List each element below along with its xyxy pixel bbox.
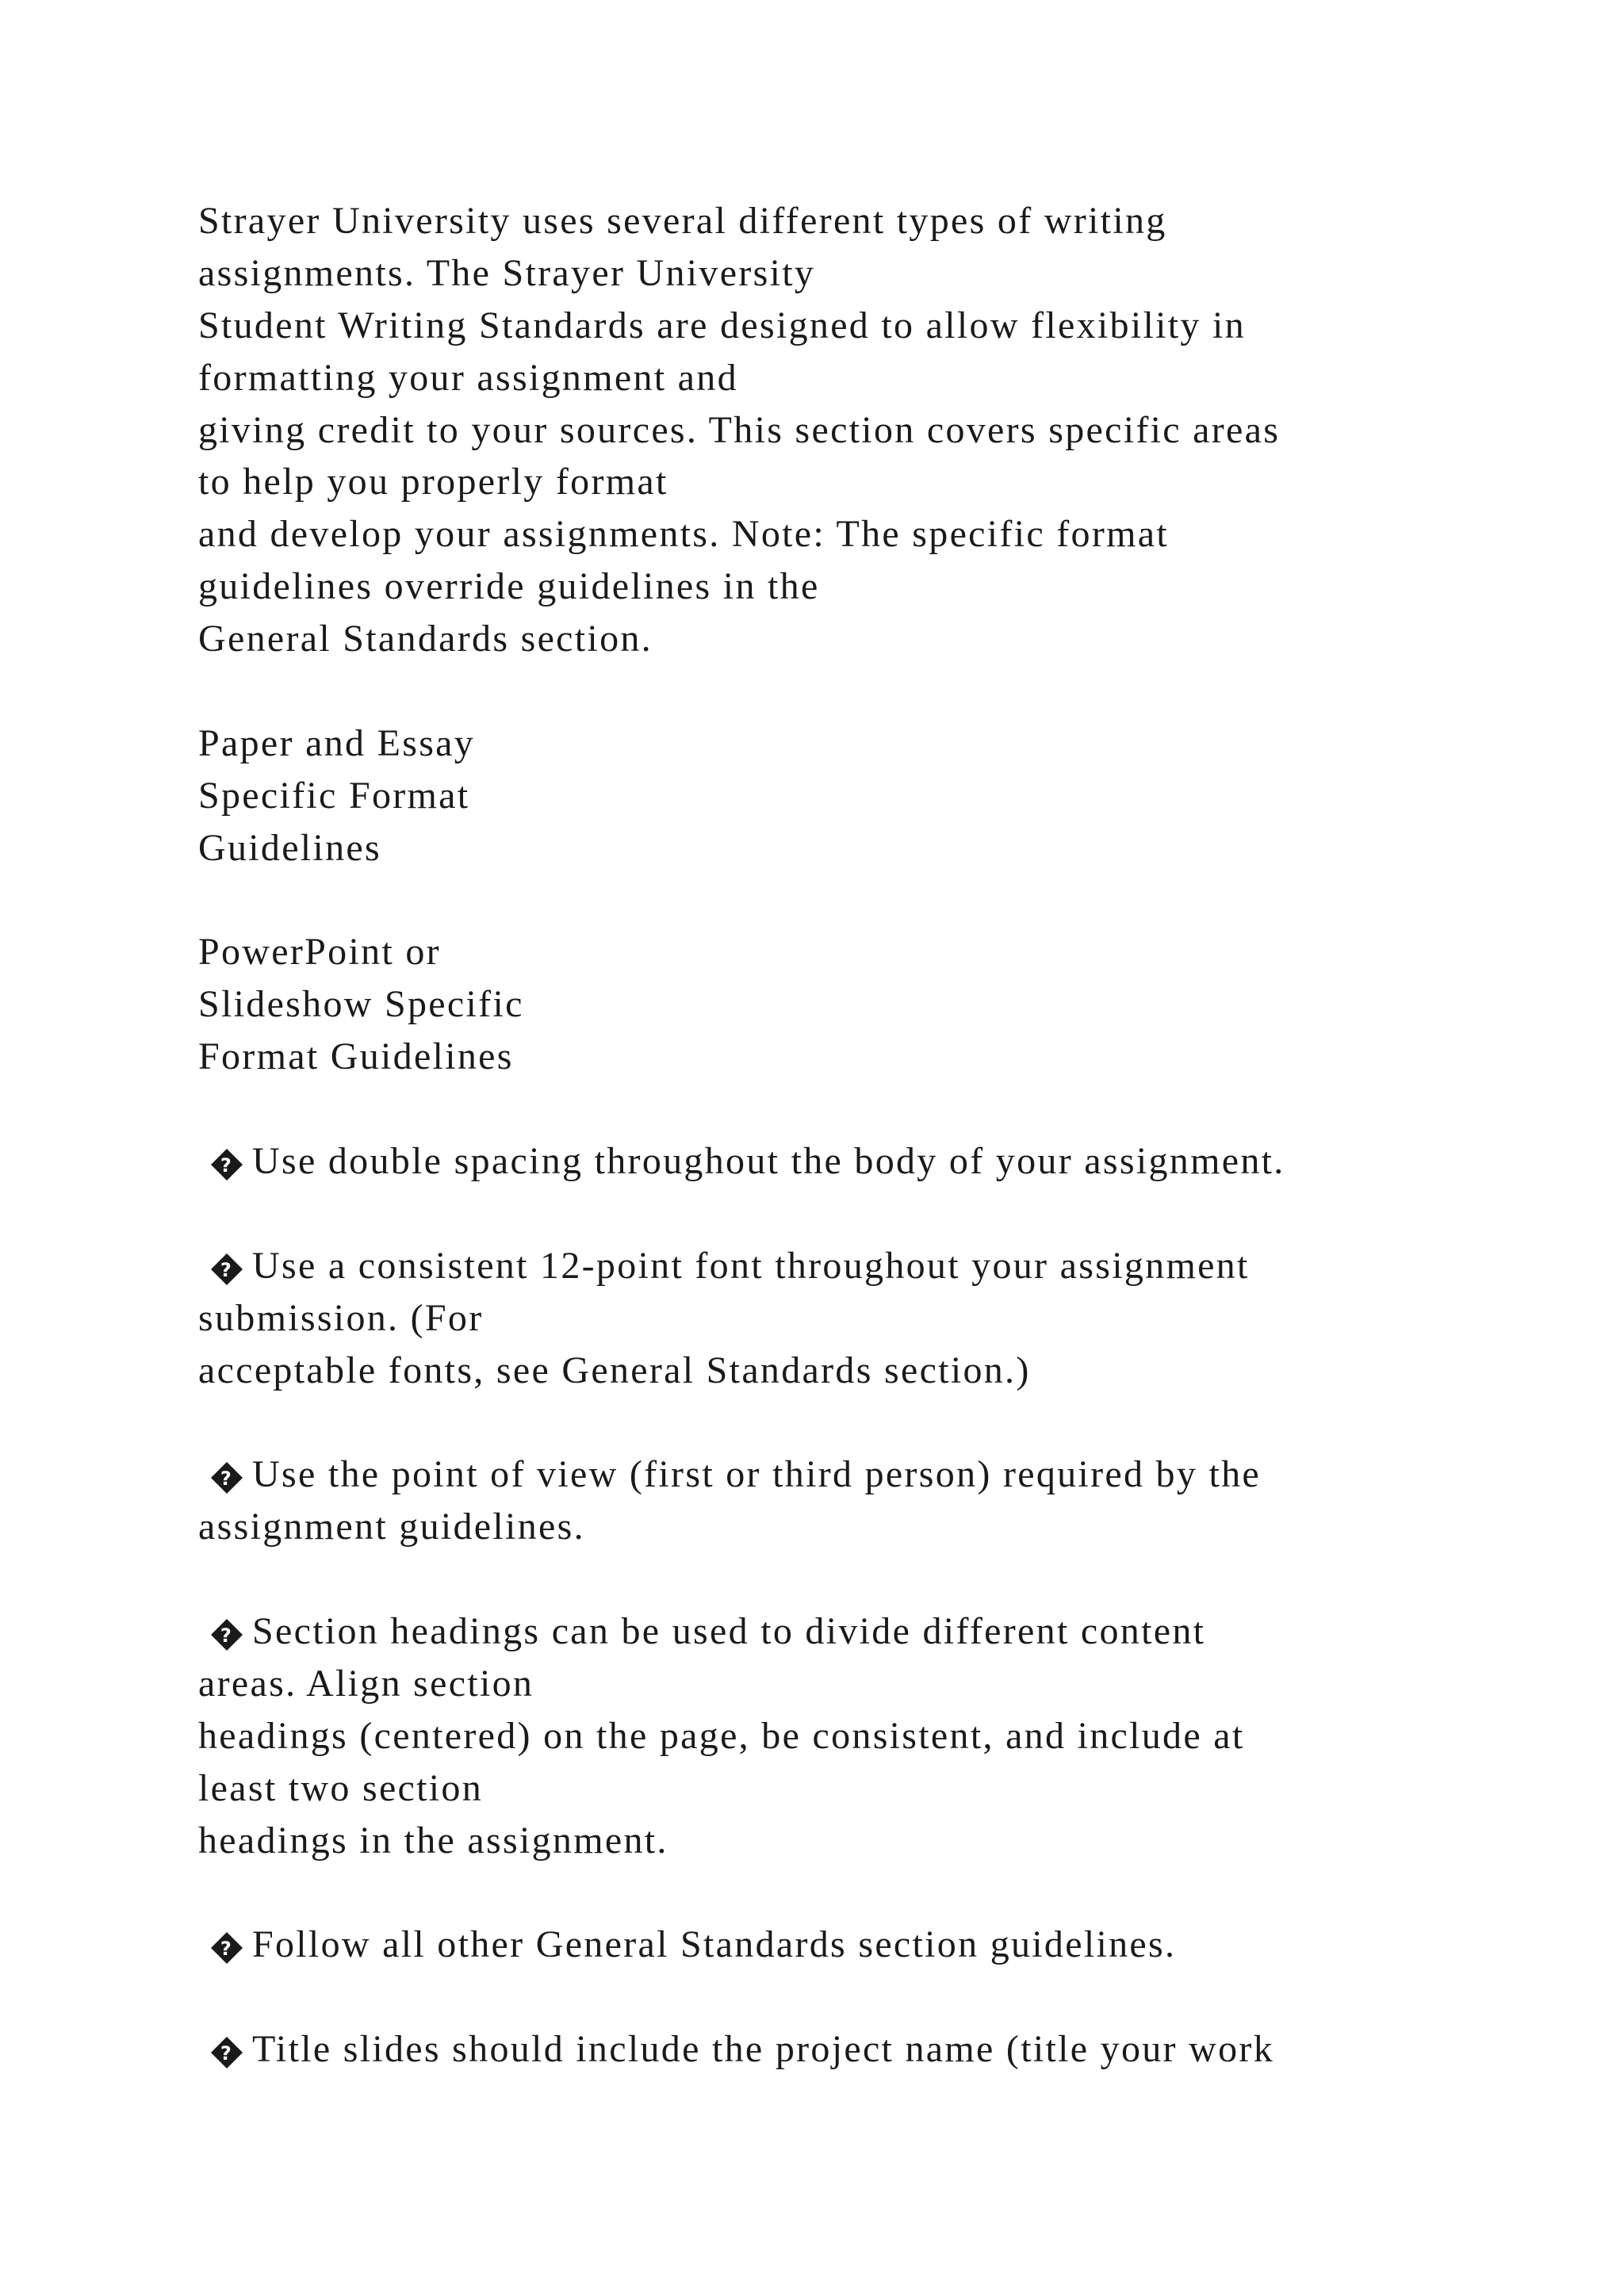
spacer [198, 1867, 1546, 1919]
bullet-continuation: headings (centered) on the page, be consistent, and include at [198, 1714, 1245, 1757]
bullet-text: Title slides should include the project name (title your work [252, 2028, 1274, 2071]
heading-line: Guidelines [198, 826, 381, 869]
spacer [198, 874, 1546, 927]
intro-line: and develop your assignments. Note: The specific format [198, 513, 1169, 556]
spacer [198, 1188, 1546, 1240]
bullet-item [198, 1135, 1546, 1188]
replacement-character-icon [211, 1135, 252, 1188]
intro-line: assignments. The Strayer University [198, 251, 816, 294]
replacement-character-icon [211, 1240, 252, 1292]
heading-line: Slideshow Specific [198, 983, 524, 1026]
replacement-character-icon [211, 1605, 252, 1658]
spacer [198, 1396, 1546, 1448]
spacer [198, 1971, 1546, 2023]
svg-text:?: ? [220, 1258, 234, 1281]
bullet-first-line [198, 1605, 1546, 1658]
replacement-character-icon [211, 1448, 252, 1501]
bullet-item [198, 1240, 1546, 1397]
heading-line: Specific Format [198, 774, 470, 817]
heading-slideshow [198, 926, 1546, 1083]
bullet-continuation: acceptable fonts, see General Standards section.) [198, 1349, 1031, 1391]
bullet-text: Section headings can be used to divide different content [252, 1610, 1206, 1653]
bullet-first-line [198, 2023, 1546, 2076]
svg-text:?: ? [220, 1938, 234, 1961]
intro-line: guidelines override guidelines in the [198, 565, 820, 608]
spacer [198, 1083, 1546, 1135]
replacement-character-icon [211, 1919, 252, 1971]
svg-text:?: ? [220, 2042, 234, 2065]
heading-line: PowerPoint or [198, 931, 441, 974]
heading-paper-essay [198, 718, 1546, 874]
bullet-first-line [198, 1919, 1546, 1971]
spacer [198, 1553, 1546, 1605]
intro-line: giving credit to your sources. This section covers specific areas [198, 408, 1281, 451]
bullet-continuation: assignment guidelines. [198, 1506, 585, 1548]
intro-line: formatting your assignment and [198, 356, 738, 399]
spacer [198, 665, 1546, 718]
bullet-item [198, 1919, 1546, 1971]
intro-line: Strayer University uses several different types of writing [198, 200, 1167, 242]
svg-text:?: ? [220, 1154, 234, 1177]
bullet-continuation: least two section [198, 1766, 484, 1809]
svg-text:?: ? [220, 1468, 234, 1490]
bullet-text: Use double spacing throughout the body of your assignment. [252, 1140, 1285, 1183]
bullet-text: Follow all other General Standards section guidelines. [252, 1923, 1177, 1966]
bullet-item [198, 1605, 1546, 1866]
bullet-text: Use a consistent 12-point font throughout your assignment [252, 1244, 1250, 1287]
intro-line: Student Writing Standards are designed to allow flexibility in [198, 304, 1246, 346]
bullet-item [198, 1448, 1546, 1553]
heading-line: Format Guidelines [198, 1035, 514, 1078]
intro-line: General Standards section. [198, 618, 653, 660]
svg-text:?: ? [220, 1624, 234, 1647]
bullet-first-line [198, 1240, 1546, 1292]
intro-paragraph [198, 195, 1546, 665]
bullet-continuation: areas. Align section [198, 1662, 534, 1705]
bullet-first-line [198, 1448, 1546, 1501]
bullet-first-line [198, 1135, 1546, 1188]
intro-line: to help you properly format [198, 461, 668, 503]
bullet-continuation: submission. (For [198, 1296, 484, 1339]
heading-line: Paper and Essay [198, 721, 476, 764]
document-body [198, 195, 1546, 2076]
bullet-item [198, 2023, 1546, 2076]
bullet-text: Use the point of view (first or third person) required by the [252, 1453, 1262, 1496]
replacement-character-icon [211, 2023, 252, 2076]
bullet-continuation: headings in the assignment. [198, 1819, 668, 1862]
